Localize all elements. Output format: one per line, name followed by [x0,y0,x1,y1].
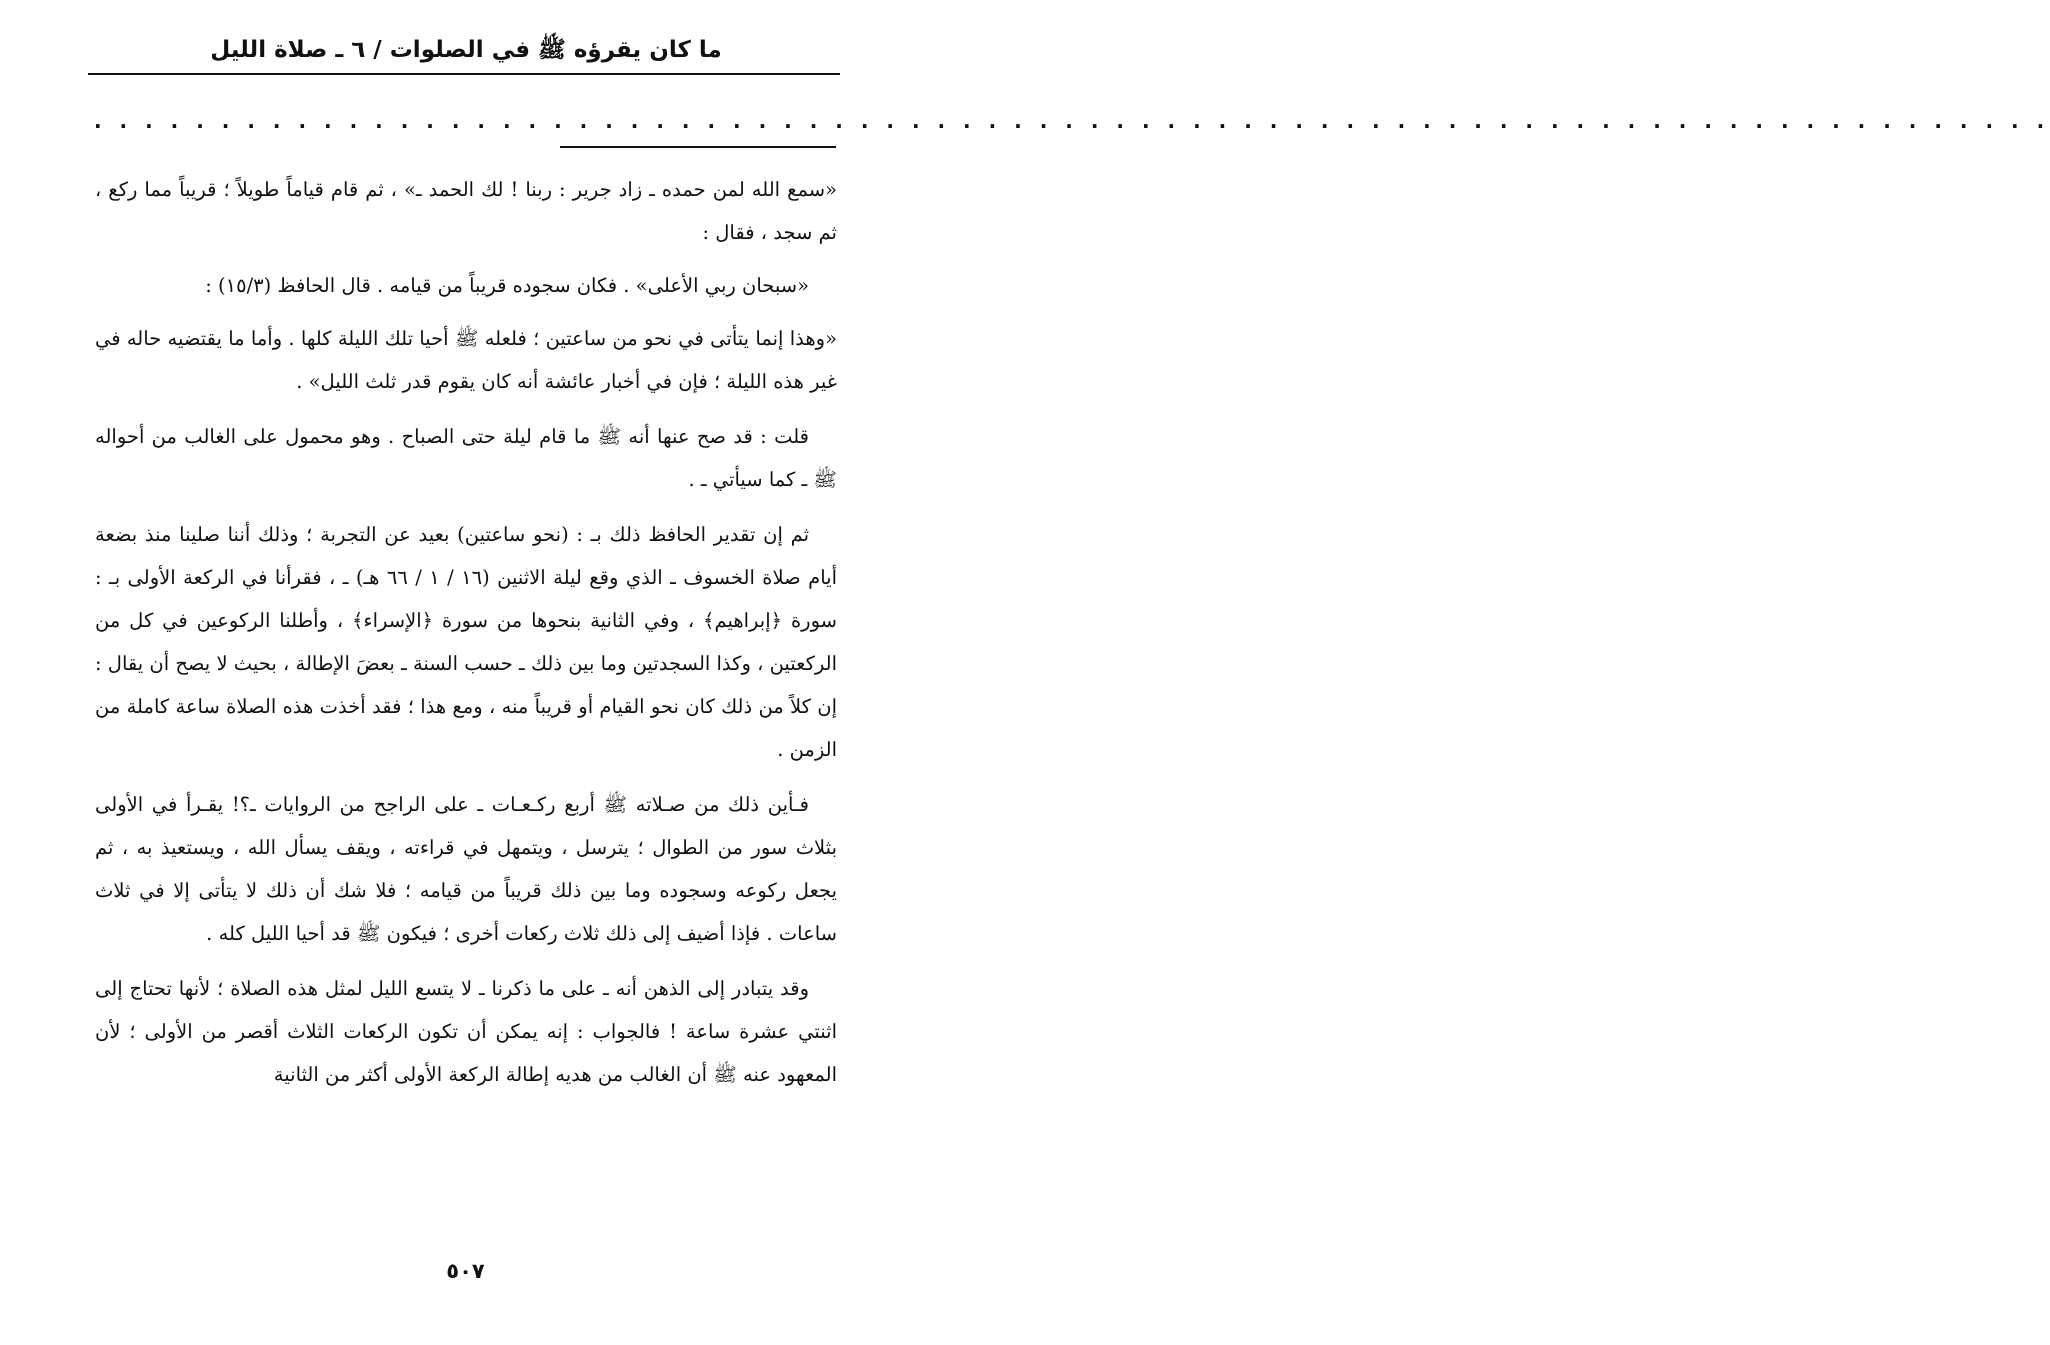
paragraph-3: «وهذا إنما يتأتى في نحو من ساعتين ؛ فلعله ﷺ أحيا تلك الليلة كلها . وأما ما يقتضيه حاله في غير هذه الليلة ؛ فإن في أخبار عائشة أنه كان يقوم قدر ثلث الليل» . [95,327,837,393]
paragraph-1: «سمع الله لمن حمده ـ زاد جرير : ربنا ! لك الحمد ـ» ، ثم قام قياماً طويلاً ؛ قريباً مما ركع ، ثم سجد ، فقال : [95,178,837,244]
body-text [95,168,837,1108]
dot-separator: . . . . . . . . . . . . . . . . . . . . . . . . . . . . . . . . . . . . . . . . . . . . . . . . . . . . . . . . . . . . . . . . . . . . . . . . . . . . . [94,109,2050,133]
paragraph-7: وقد يتبادر إلى الذهن أنه ـ على ما ذكرنا ـ لا يتسع الليل لمثل هذه الصلاة ؛ لأنها تحتاج إلى اثنتي عشرة ساعة ! فالجواب : إنه يمكن أن تكون الركعات الثلاث أقصر من الأولى ؛ لأن المعهود عنه ﷺ أن الغالب من هديه إطالة الركعة الأولى أكثر من الثانية [95,977,837,1086]
paragraph-5: ثم إن تقدير الحافظ ذلك بـ : (نحو ساعتين) بعيد عن التجربة ؛ وذلك أننا صلينا منذ بضعة أيام صلاة الخسوف ـ الذي وقع ليلة الاثنين (١٦ / ١ / ٦٦ هـ) ـ ، فقرأنا في الركعة الأولى بـ : سورة ﴿إبراهيم﴾ ، وفي الثانية بنحوها من سورة ﴿الإسراء﴾ ، وأطلنا الركوعين في كل من الركعتين ، وكذا السجدتين وما بين ذلك ـ حسب السنة ـ بعضَ الإطالة ، بحيث لا يصح أن يقال : إن كلاً من ذلك كان نحو القيام أو قريباً منه ، ومع هذا ؛ فقد أخذت هذه الصلاة ساعة كاملة من الزمن . [95,523,837,761]
paragraph-6: فـأين ذلك من صـلاته ﷺ أربع ركـعـات ـ على الراجح من الروايات ـ؟! يقـرأ في الأولى بثلاث سور من الطوال ؛ يترسل ، ويتمهل في قراءته ، ويقف يسأل الله ، ويستعيذ به ، ثم يجعل ركوعه وسجوده وما بين ذلك قريباً من قيامه ؛ فلا شك أن ذلك لا يتأتى إلا في ثلاث ساعات . فإذا أضيف إلى ذلك ثلاث ركعات أخرى ؛ فيكون ﷺ قد أحيا الليل كله . [95,793,837,945]
page-number: ٥٠٧ [446,1259,485,1283]
paragraph-4: قلت : قد صح عنها أنه ﷺ ما قام ليلة حتى الصباح . وهو محمول على الغالب من أحواله ﷺ ـ كما سيأتي ـ . [95,425,837,491]
paragraph-2: «سبحان ربي الأعلى» . فكان سجوده قريباً من قيامه . قال الحافظ (١٥/٣) : [205,274,809,297]
header-rule [88,73,840,75]
footnote-rule [560,146,836,148]
running-header: ما كان يقرؤه ﷺ في الصلوات / ٦ ـ صلاة الليل [210,37,722,63]
